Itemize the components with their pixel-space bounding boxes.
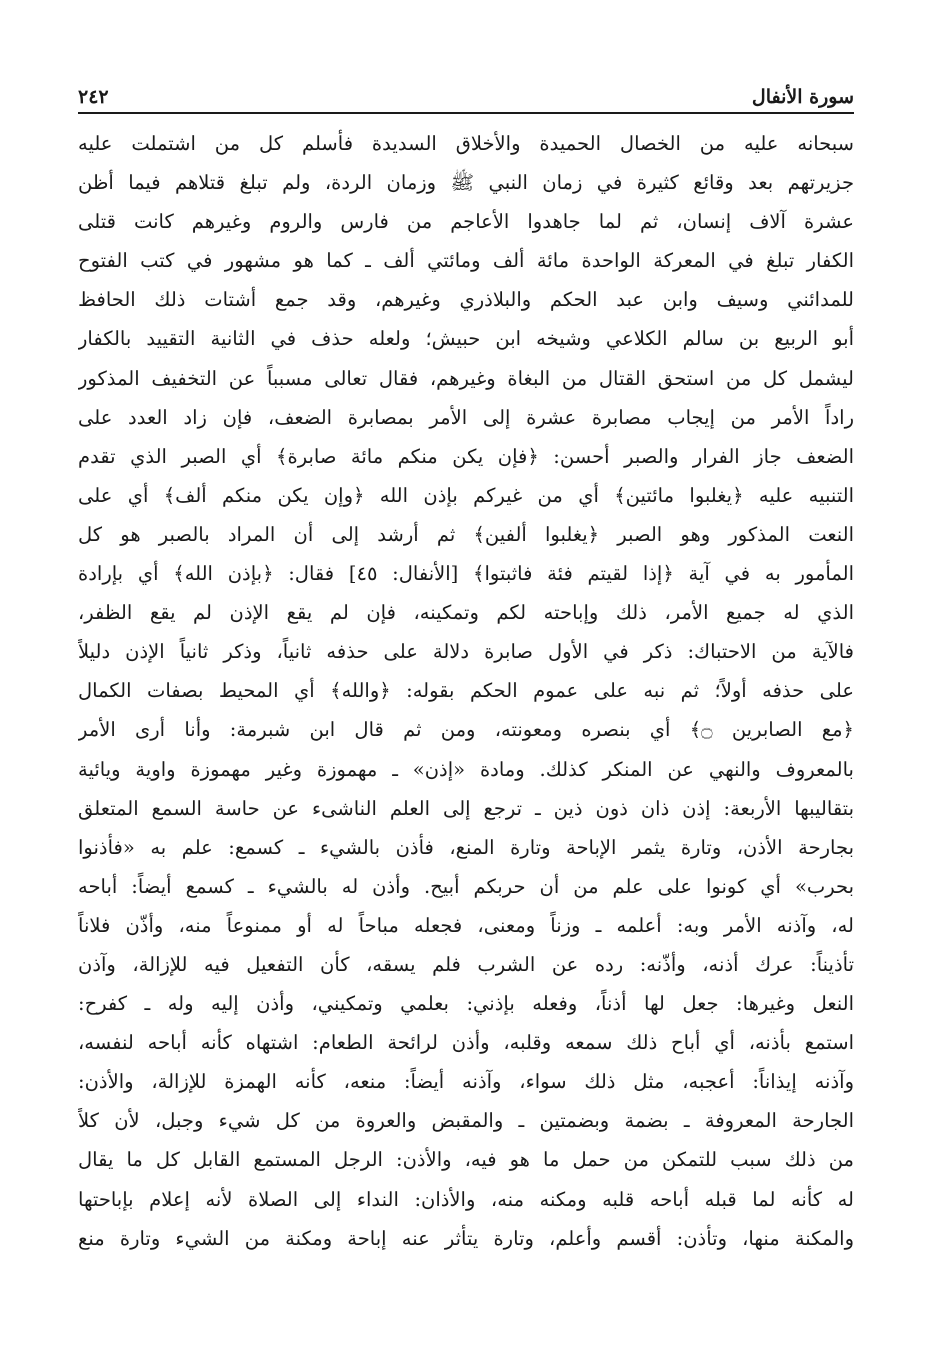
text-line: الذي له جميع الأمر، ذلك وإباحته لكم وتمكينه، فإن لم يقع الإذن لم يقع الظفر، [78, 601, 854, 625]
text-line: استمع بأذنه، أي أباح ذلك سمعه وقلبه، وأذن لرائحة الطعام: اشتهاه كأنه أباحه لنفسه، [78, 1031, 854, 1055]
text-line: بجارحة الأذن، وتارة يثمر الإباحة وتارة المنع، فأذن بالشيء ـ كسمع: علم به «فأذنوا [78, 835, 854, 859]
text-line: النعل وغيرها: جعل لها أذناً، وفعله بإذني: بعلمي وتمكيني، وأذن إليه وله ـ كفرح: [78, 992, 854, 1016]
body-text [78, 124, 854, 1258]
header-divider [78, 112, 854, 114]
text-line: له كأنه لما قبله أباحه قلبه ومكنه منه، والأذان: النداء إلى الصلاة لأنه إعلام بإباحتها [78, 1187, 854, 1211]
text-line: بتقاليبها الأربعة: إذن ذان ذون ذين ـ ترجع إلى العلم الناشىء عن حاسة السمع المتعلق [78, 796, 854, 820]
text-line: وآذنه إيذاناً: أعجبه، مثل ذلك سواء، وآذنه أيضاً: منعه، كأنه الهمزة للإزالة، والأذن: [78, 1070, 854, 1094]
text-line: الكفار تبلغ في المعركة الواحدة مائة ألف ومائتي ألف ـ كما هو مشهور في كتب الفتوح [78, 249, 854, 273]
text-line: أبو الربيع بن سالم الكلاعي وشيخه ابن حبيش؛ ولعله حذف في الثانية التقييد بالكفار [78, 327, 854, 351]
text-line: المأمور به في آية ﴿إذا لقيتم فئة فاثبتوا﴾ [الأنفال: ٤٥] فقال: ﴿بإذن الله﴾ أي بإرادة [78, 562, 854, 586]
text-line: الجارحة المعروفة ـ بضمة وبضمتين ـ والمقبض والعروة من كل شيء وجبل، لأن كلاً [78, 1109, 854, 1133]
surah-title: سورة الأنفال [751, 86, 854, 108]
text-line: سبحانه عليه من الخصال الحميدة والأخلاق السديدة فأسلم كل من اشتملت عليه [78, 132, 854, 155]
text-line: الضعف جاز الفرار والصبر أحسن: ﴿فإن يكن منكم مائة صابرة﴾ أي الصبر الذي تقدم [78, 444, 854, 468]
text-line: فالآية من الاحتباك: ذكر في الأول صابرة دلالة على حذفه ثانياً، وذكر ثانياً الإذن دليلاً [78, 640, 854, 664]
text-line: والمكنة منها، وتأذن: أقسم وأعلم، وتارة يتأثر عنه إباحة ومكنة من الشيء وتارة منع [78, 1226, 854, 1250]
text-line: ﴿مع الصابرين ۝﴾ أي بنصره ومعونته، ومن ثم قال ابن شبرمة: وأنا أرى الأمر [78, 718, 854, 742]
page-number: ٢٤٢ [78, 86, 109, 108]
text-line: بحرب» أي كونوا على علم من أن حربكم أبيح. وأذن له بالشيء ـ كسمع أيضاً: أباحه [78, 874, 854, 898]
text-line: على حذفه أولاً؛ ثم نبه على عموم الحكم بقوله: ﴿والله﴾ أي المحيط بصفات الكمال [78, 679, 854, 703]
text-line: ليشمل كل من استحق القتال من البغاة وغيرهم، فقال تعالى مسبباً عن التخفيف المذكور [78, 366, 854, 390]
text-line: من ذلك سبب للتمكن من حمل ما هو فيه، والأذن: الرجل المستمع القابل كل ما يقال [78, 1148, 854, 1172]
text-line: للمدائني وسيف وابن عبد الحكم والبلاذري وغيرهم، وقد جمع أشتات ذلك الحافظ [78, 288, 854, 312]
page-header [78, 74, 854, 108]
text-line: تأذيناً: عرك أذنه، وأذّنه: رده عن الشرب فلم يسقه، كأن التفعيل فيه للإزالة، وآذن [78, 952, 854, 976]
text-line: راداً الأمر من إيجاب مصابرة عشرة إلى الأمر بمصابرة الضعف، فإن زاد العدد على [78, 405, 854, 429]
text-line: النعت المذكور وهو الصبر ﴿يغلبوا ألفين﴾ ثم أرشد إلى أن المراد بالصبر هو كل [78, 522, 854, 546]
text-line: عشرة آلاف إنسان، ثم لما جاهدوا الأعاجم من فارس والروم وغيرهم كانت قتلى [78, 210, 854, 234]
text-line: جزيرتهم بعد وقائع كثيرة في زمان النبي ﷺ وزمان الردة، ولم تبلغ قتلاهم فيما أظن [78, 171, 854, 195]
text-line: التنبيه عليه ﴿يغلبوا مائتين﴾ أي من غيركم بإذن الله ﴿وإن يكن منكم ألف﴾ أي على [78, 483, 854, 507]
text-line: له، وآذنه الأمر وبه: أعلمه ـ وزناً ومعنى، فجعله مباحاً له أو ممنوعاً منه، وأذّن فلاناً [78, 913, 854, 937]
text-line: بالمعروف والنهي عن المنكر كذلك. ومادة «إذن» ـ مهموزة وغير مهموزة واوية ويائية [78, 757, 854, 781]
